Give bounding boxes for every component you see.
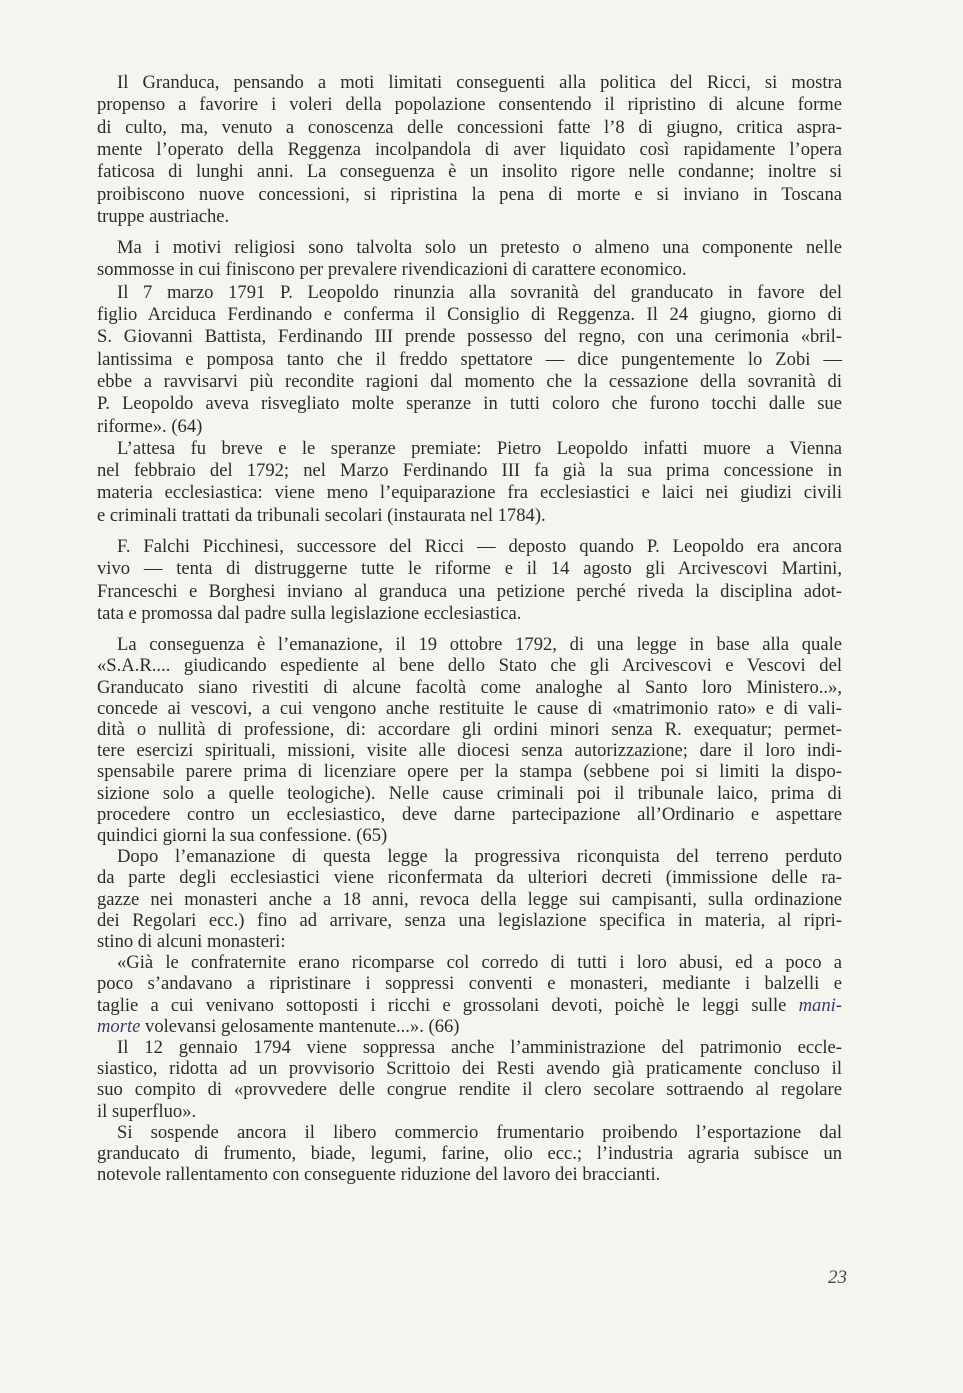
- text-line: e criminali trattati da tribunali secolari (instaurata nel 1784).: [97, 504, 546, 526]
- text-line: suo compito di «provvedere delle congrue rendite il clero secolare sottraendo al regolare: [97, 1079, 842, 1101]
- text-line: granducato di frumento, biade, legumi, farine, olio ecc.; l’industria agraria subisce un: [97, 1143, 842, 1164]
- text-line: tere esercizi spirituali, missioni, visite alle diocesi senza autorizzazione; dare il loro indi-: [97, 740, 842, 762]
- text-line: tata e promossa dal padre sulla legislazione ecclesiastica.: [97, 602, 522, 624]
- text-line: gazze nei monasteri anche a 18 anni, revoca della legge sui campisanti, sulla ordinazione: [97, 888, 842, 910]
- text-line: La conseguenza è l’emanazione, il 19 ottobre 1792, di una legge in base alla quale: [117, 634, 842, 656]
- text-line: concede ai vescovi, a cui vengono anche restituite le cause di «matrimonio rato» e di vali-: [97, 697, 842, 719]
- text-line: il superfluo».: [97, 1100, 197, 1122]
- page-number: 23: [828, 1267, 847, 1288]
- text-line: vivo — tenta di distruggerne tutte le riforme e il 14 agosto gli Arcivescovi Martini,: [97, 558, 842, 580]
- text-line: «Già le confraternite erano ricomparse col corredo di tutti i loro abusi, ed a poco a: [117, 952, 842, 974]
- text-line: S. Giovanni Battista, Ferdinando III prende possesso del regno, con una cerimonia «bril-: [97, 326, 842, 348]
- text-line: «S.A.R.... giudicando espediente al bene dello Stato che gli Arcivescovi e Vescovi del: [97, 655, 842, 677]
- text-line: Ma i motivi religiosi sono talvolta solo un pretesto o almeno una componente nelle: [117, 237, 842, 259]
- text-line: Si sospende ancora il libero commercio frumentario proibendo l’esportazione dal: [117, 1121, 842, 1143]
- text-segment: volevansi gelosamente mantenute...». (66): [140, 1015, 460, 1037]
- text-line: riforme». (64): [97, 415, 203, 437]
- text-line: ebbe a ravvisarvi più recondite ragioni dal momento che la cessazione della sovranità di: [97, 370, 842, 392]
- text-line: Il 12 gennaio 1794 viene soppressa anche l’amministrazione del patrimonio eccle-: [117, 1037, 842, 1058]
- text-line: procedere contro un ecclesiastico, deve darne partecipazione all’Ordinario e aspettare: [97, 803, 842, 825]
- text-line: sizione solo a quelle teologiche). Nelle cause criminali poi il tribunale laico, prima di: [97, 782, 842, 804]
- italic-term: mani-: [798, 994, 842, 1016]
- text-line: notevole rallentamento con conseguente riduzione del lavoro dei braccianti.: [97, 1164, 661, 1186]
- text-line: Il Granduca, pensando a moti limitati conseguenti alla politica del Ricci, si mostra: [117, 72, 842, 93]
- text-line: di culto, ma, venuto a conoscenza delle concessioni fatte l’8 di giugno, critica aspra-: [97, 116, 842, 138]
- text-line: [97, 995, 842, 1017]
- text-line: da parte degli ecclesiastici viene riconfermata da ulteriori decreti (immissione delle ra-: [97, 867, 842, 889]
- text-line: poco s’andavano a ripristinare i soppressi conventi e monasteri, mediante i balzelli e: [97, 973, 842, 995]
- text-line: Il 7 marzo 1791 P. Leopoldo rinunzia alla sovranità del granducato in favore del: [117, 281, 842, 303]
- text-line: Granducato siano rivestiti di alcune facoltà come analoghe al Santo loro Ministero..»,: [97, 676, 842, 698]
- text-line: faticosa di lunghi anni. La conseguenza è un insolito rigore nelle condanne; inoltre si: [97, 161, 842, 183]
- text-line: stino di alcuni monasteri:: [97, 931, 286, 952]
- text-line: figlio Arciduca Ferdinando e conferma il Consiglio di Reggenza. Il 24 giugno, giorno di: [97, 304, 842, 325]
- text-line: P. Leopoldo aveva risvegliato molte speranze in tutti coloro che furono tocchi dalle sue: [97, 393, 842, 415]
- text-line: F. Falchi Picchinesi, successore del Ricci — deposto quando P. Leopoldo era ancora: [117, 536, 842, 557]
- text-line: quindici giorni la sua confessione. (65): [97, 825, 388, 846]
- text-line: dità o nullità di professione, di: accordare gli ordini minori senza R. exequatur; permet-: [97, 719, 842, 740]
- text-line: materia ecclesiastica: viene meno l’equiparazione fra ecclesiastici e laici nei giudizi civili: [97, 482, 842, 504]
- text-line: mente l’operato della Reggenza incolpandola di aver liquidato così rapidamente l’opera: [97, 138, 842, 160]
- text-line: sommosse in cui finiscono per prevalere rivendicazioni di carattere economico.: [97, 259, 687, 281]
- text-line: [97, 1016, 842, 1038]
- text-line: spensabile parere prima di licenziare opere per la stampa (sebbene poi si limiti la dispo-: [97, 761, 842, 783]
- italic-term: morte: [97, 1015, 141, 1037]
- text-line: dei Regolari ecc.) fino ad arrivare, senza una legislazione specifica in materia, al ripri-: [97, 909, 842, 931]
- text-line: lantissima e pomposa tanto che il freddo spettatore — dice pungentemente lo Zobi —: [97, 348, 842, 370]
- text-line: L’attesa fu breve e le speranze premiate: Pietro Leopoldo infatti muore a Vienna: [117, 437, 842, 459]
- text-line: Franceschi e Borghesi inviano al granduca una petizione perché riveda la disciplina adot-: [97, 580, 842, 602]
- text-line: Dopo l’emanazione di questa legge la progressiva riconquista del terreno perduto: [117, 846, 842, 868]
- text-segment: taglie a cui venivano sottoposti i ricchi e grossolani devoti, poichè le leggi sulle: [97, 994, 799, 1016]
- text-line: siastico, ridotta ad un provvisorio Scrittoio dei Resti avendo già praticamente concluso il: [97, 1058, 842, 1080]
- text-line: nel febbraio del 1792; nel Marzo Ferdinando III fa già la sua prima concessione in: [97, 460, 842, 482]
- text-line: proibiscono nuove concessioni, si ripristina la pena di morte e si inviano in Toscana: [97, 183, 842, 205]
- text-line: propenso a favorire i voleri della popolazione consentendo il ripristino di alcune forme: [97, 94, 842, 116]
- text-line: truppe austriache.: [97, 205, 230, 227]
